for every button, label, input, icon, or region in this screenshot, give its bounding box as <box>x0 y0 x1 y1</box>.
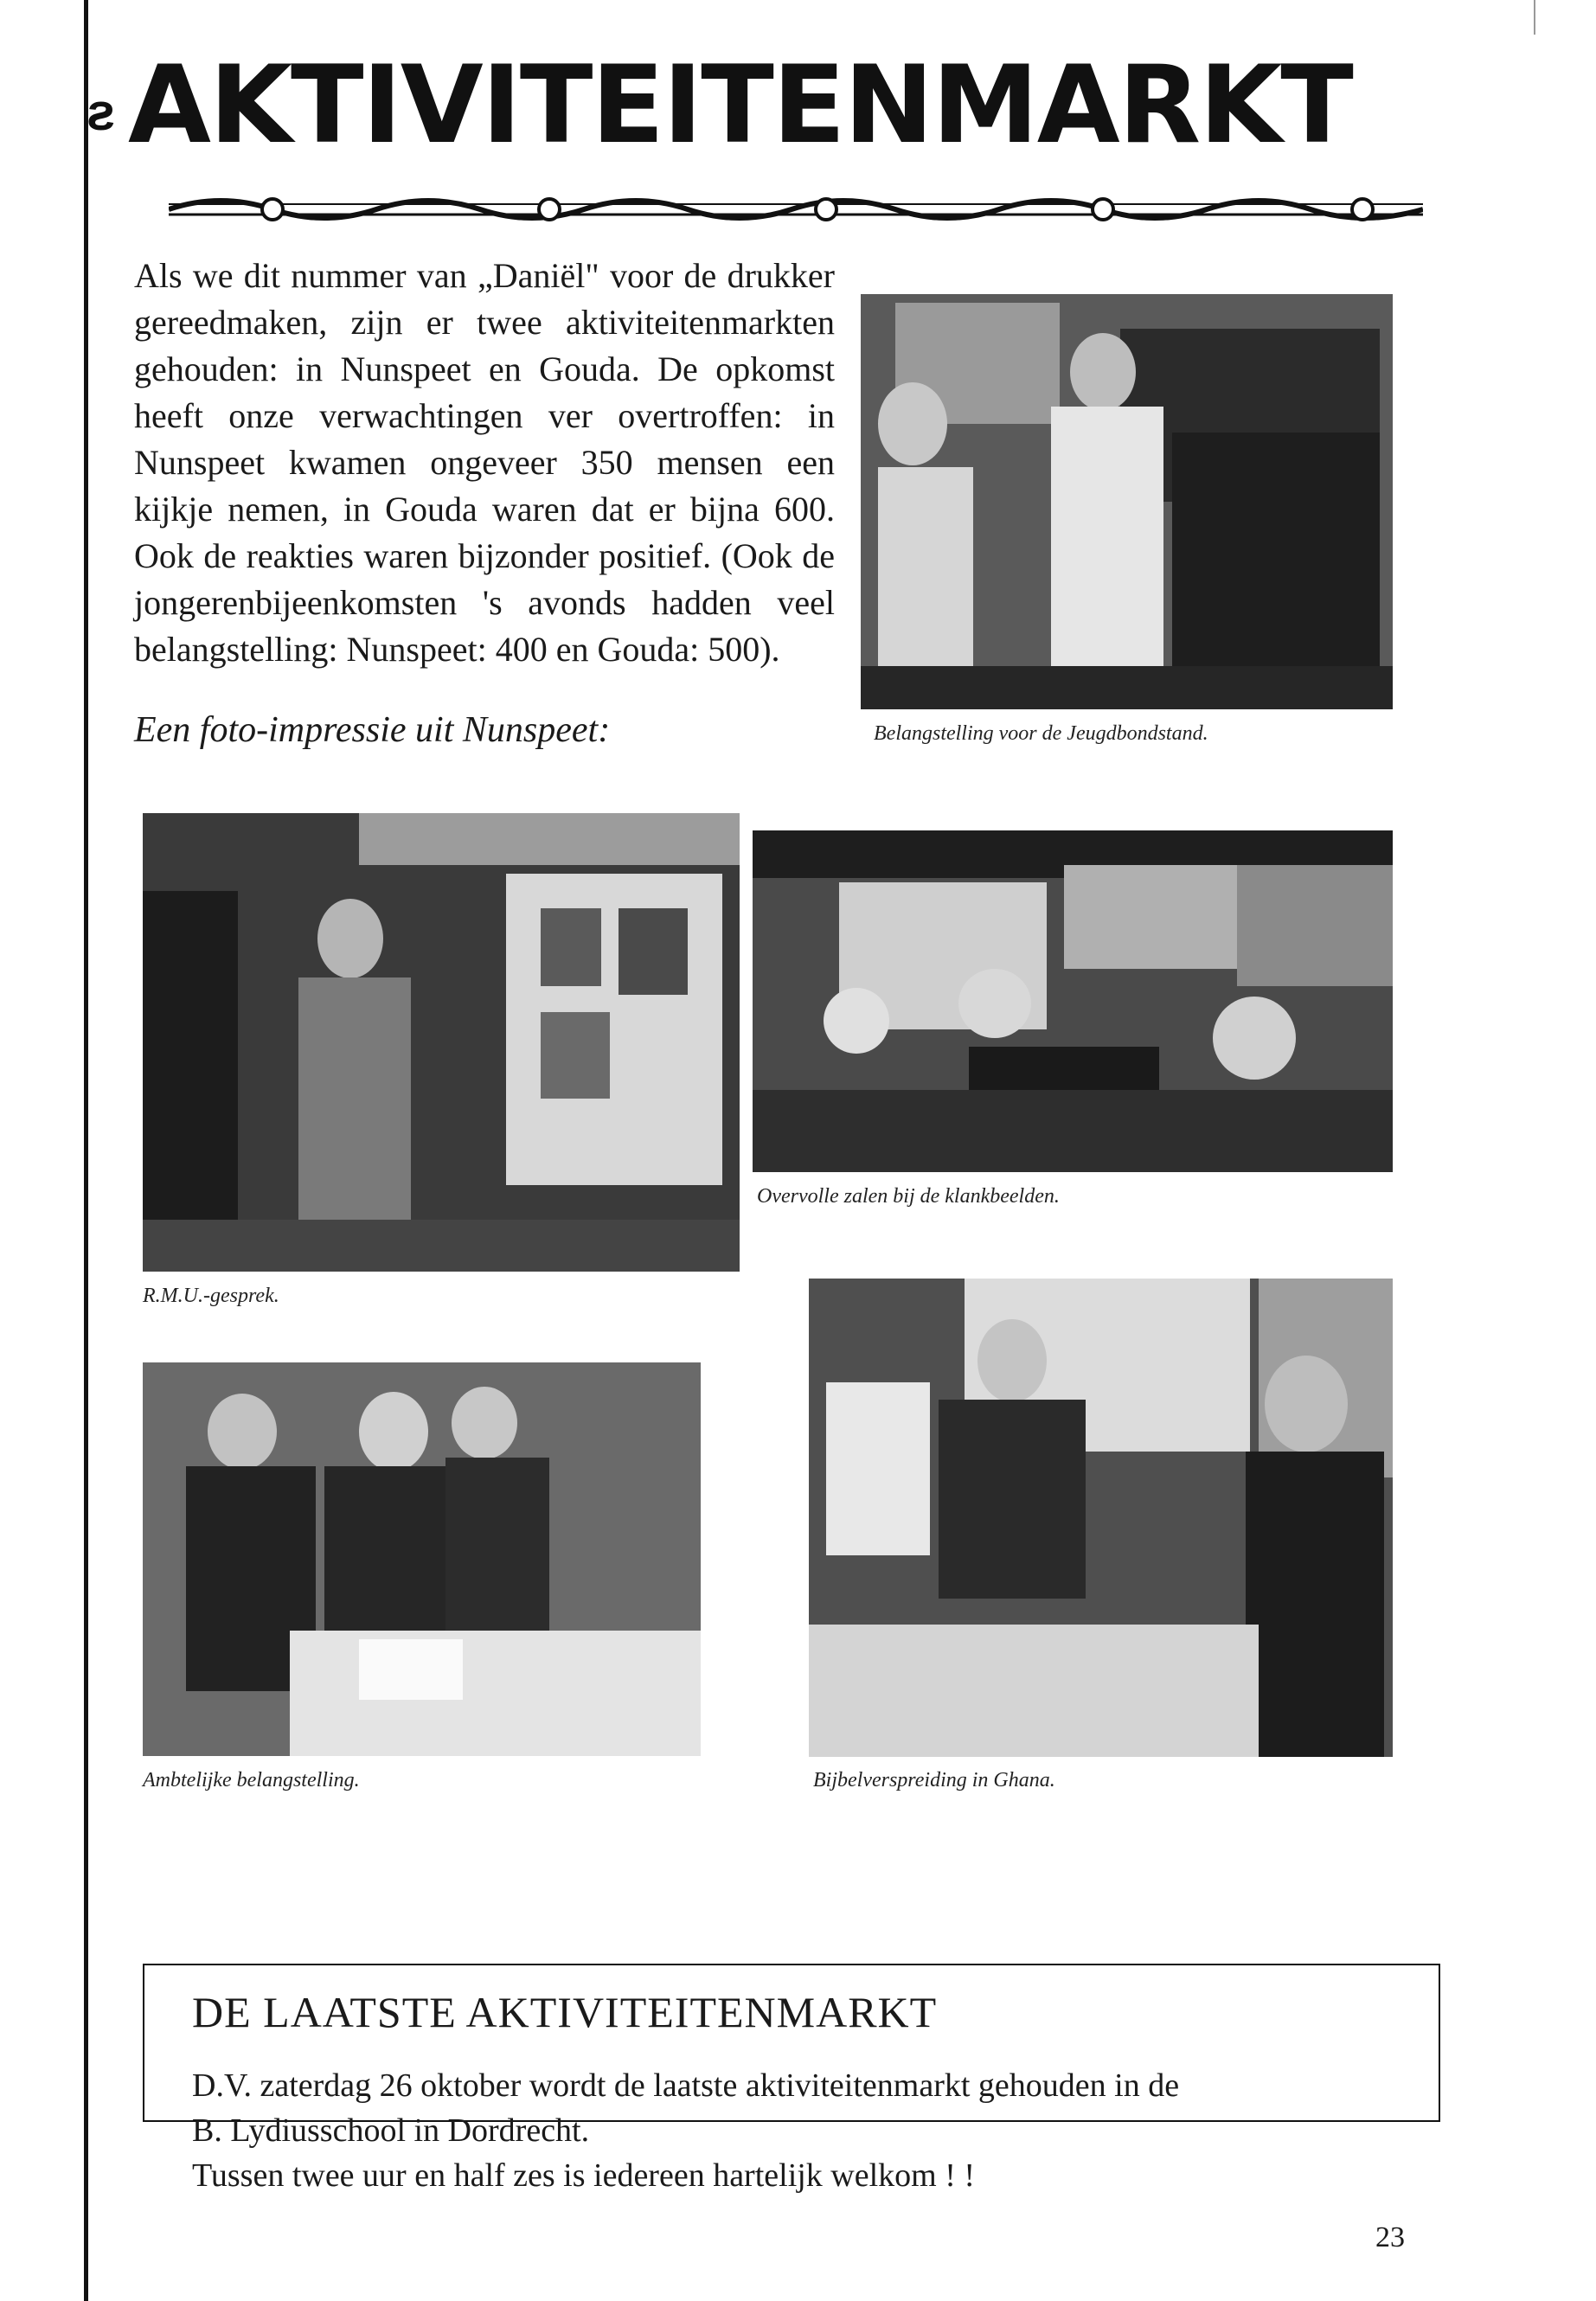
ornament-divider <box>169 192 1423 227</box>
notice-line: D.V. zaterdag 26 oktober wordt de laatste aktiviteitenmarkt gehouden in de <box>192 2067 1180 2104</box>
photo-caption: Belangstelling voor de Jeugdbondstand. <box>874 722 1208 745</box>
photo-audio-visual-room <box>753 830 1393 1172</box>
photo-section-subhead: Een foto-impressie uit Nunspeet: <box>134 710 611 750</box>
page-title: AKTIVITEITENMARKT <box>128 43 1352 168</box>
photo-caption: Overvolle zalen bij de klankbeelden. <box>757 1185 1060 1208</box>
notice-box <box>143 1964 1440 2194</box>
intro-paragraph: Als we dit nummer van „Daniël" voor de drukker gereedmaken, zijn er twee aktiviteitenmarkten gehouden: in Nunspeet en Gouda. De opkomst heeft onze verwachtingen ver overtroffen: in Nunspeet kwamen ongeveer 350 mensen een kijkje nemen, in Gouda waren dat er bijna 600. Ook de reakties waren bijzonder positief. (Ook de jongerenbijeenkomsten 's avonds hadden veel belangstelling: Nunspeet: 400 en Gouda: 500). <box>134 256 835 669</box>
photo-caption: R.M.U.-gesprek. <box>143 1285 279 1307</box>
photo-caption: Ambtelijke belangstelling. <box>143 1769 360 1791</box>
photo-bible-distribution <box>809 1279 1393 1757</box>
page-number: 23 <box>1375 2221 1405 2253</box>
notice-line: B. Lydiusschool in Dordrecht. <box>192 2112 590 2149</box>
notice-title: DE LAATSTE AKTIVITEITENMARKT <box>192 1988 938 2036</box>
photo-youth-stand <box>861 294 1393 709</box>
photo-rmu-conversation <box>143 813 740 1272</box>
notice-line: Tussen twee uur en half zes is iedereen hartelijk welkom ! ! <box>192 2157 976 2194</box>
photo-caption: Bijbelverspreiding in Ghana. <box>813 1769 1055 1791</box>
binding-margin-line <box>84 0 88 2301</box>
photo-official-visitors <box>143 1362 701 1756</box>
masthead-mark: ƨ <box>87 83 116 141</box>
edge-line <box>1534 0 1535 35</box>
